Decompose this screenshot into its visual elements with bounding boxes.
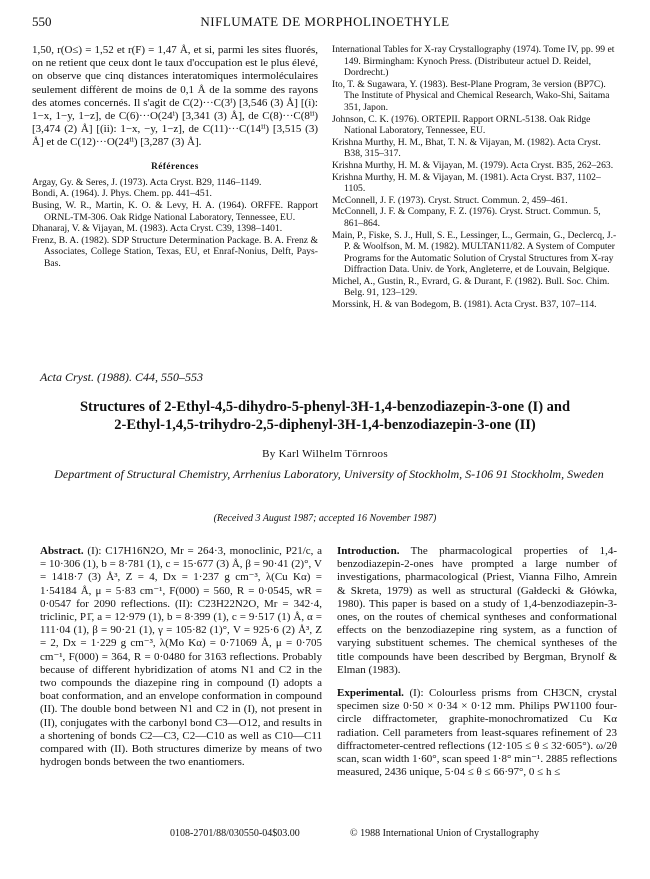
reference-item: Ito, T. & Sugawara, Y. (1983). Best-Plane Program, 3e version (BP7C). The Institute of Physical and Chemical Research, Wako-Shi, Saitama 351, Japon. (332, 78, 610, 113)
title-line-2: 2-Ethyl-1,4,5-trihydro-2,5-diphenyl-3H-1,4-benzodiazepin-3-one (II) (114, 417, 536, 433)
journal-reference: Acta Cryst. (1988). C44, 550–553 (40, 370, 203, 384)
experimental-text: (I): Colourless prisms from CH3CN, crystal specimen size 0·50 × 0·34 × 0·12 mm. Philips PW1100 four-circle diffractometer, graphite-monochromatized Cu Kα radiation. Cell parameters from least-squares refinement of 23 diffractometer-centred reflections (12·105 ≤ θ ≤ 32·605°). ω/2θ scan, scan width 1·60°, scan speed 1·8° min⁻¹. 2885 reflections measured, 2436 unique, 5·04 ≤ θ ≤ 66·97°, 0 ≤ h ≤ (337, 687, 618, 779)
title-line-1: Structures of 2-Ethyl-4,5-dihydro-5-phenyl-3H-1,4-benzodiazepin-3-one (I) and (79, 399, 571, 415)
page-header (32, 14, 618, 30)
references-list-right (332, 44, 618, 311)
reference-item: Frenz, B. A. (1982). SDP Structure Determination Package. B. A. Frenz & Associates, College Station, Texas, EU, et Enraf-Nonius, Delft, Pays-Bas. (32, 234, 318, 269)
introduction (337, 545, 617, 677)
reference-item: Bondi, A. (1964). J. Phys. Chem. pp. 441–451. (32, 188, 212, 200)
intro-label: Introduction. (337, 545, 400, 557)
references-heading: Références (151, 160, 199, 171)
reference-item: International Tables for X-ray Crystallography (1974). Tome IV, pp. 99 et 149. Birmingham: Kynoch Press. (Distributeur actuel D. Reidel, Dordrecht.) (332, 44, 615, 79)
reference-item: Krishna Murthy, H. M., Bhat, T. N. & Vijayan, M. (1982). Acta Cryst. B38, 315–317. (332, 136, 601, 160)
abstract-text: (I): C17H16N2O, Mr = 264·3, monoclinic, P21/c, a = 10·306 (1), b = 8·781 (1), c = 15·677 (3) Å, β = 90·41 (2)°, V = 1418·7 (3) Å³, Z = 4, Dx = 1·237 g cm⁻³, λ(Cu Kα) = 1·54184 Å, μ = 5·83 cm⁻¹, F(000) = 560, R = 0·0545, wR = 0·0547 for 2090 reflections. (II): C23H22N2O, Mr = 342·4, triclinic, P1̄, a = 12·979 (1), b = 8·399 (1), c = 9·517 (1) Å, α = 111·04 (1), β = 90·21 (1), γ = 105·82 (1)°, V = 925·6 (2) Å³, Z = 2, Dx = 1·229 g cm⁻³, λ(Mo Kα) = 0·71069 Å, μ = 0·705 cm⁻¹, F(000) = 364, R = 0·0480 for 3163 reflections. Probably because of different hybridization of atoms N1 and C2 in the two compounds the diazepine ring in compound (I) adopts a boat conformation, and an envelope conformation in compound (II). The double bond between N1 and C2 in (I), not present in (II), conjugates with the carbonyl bond C3—O12, and results in a shortening of bonds C2—C3, C2—C10 as well as C10—C11 compared with (II). Both structures dimerize by means of two hydrogen bonds between the two enantiomers. (40, 545, 323, 769)
page-number: 550 (32, 14, 52, 29)
received-dates: (Received 3 August 1987; accepted 16 November 1987) (213, 513, 437, 524)
reference-item: Busing, W. R., Martin, K. O. & Levy, H. A. (1964). ORFFE. Rapport ORNL-TM-306. Oak Ridge National Laboratory, Tennessee, EU. (32, 200, 318, 223)
issn-code: 0108-2701/88/030550-04$03.00 (170, 828, 300, 839)
running-title: NIFLUMATE DE MORPHOLINOETHYLE (200, 14, 450, 29)
reference-item: Main, P., Fiske, S. J., Hull, S. E., Lessinger, L., Germain, G., Declercq, J.-P. & Woolfson, M. M. (1982). MULTAN11/82. A System of Computer Programs for the Automatic Solution of Crystal Structures from X-ray Diffraction Data. Univ. de York, Angleterre, et de Louvain, Belgique. (332, 229, 617, 276)
article-title (0, 398, 650, 434)
abstract (40, 545, 322, 769)
reference-item: Krishna Murthy, H. M. & Vijayan, M. (1981). Acta Cryst. B37, 1102–1105. (332, 171, 601, 195)
references-list-left (32, 177, 318, 270)
reference-item: Dhanaraj, V. & Vijayan, M. (1983). Acta Cryst. C39, 1398–1401. (32, 223, 283, 235)
reference-item: McConnell, J. F. (1973). Cryst. Struct. Commun. 2, 459–461. (332, 194, 568, 206)
abstract-column (40, 545, 322, 769)
reference-item: McConnell, J. F. & Company, F. Z. (1976). Cryst. Struct. Commun. 5, 861–864. (332, 206, 601, 229)
author-line: By Karl Wilhelm Törnroos (262, 448, 388, 460)
reference-item: Krishna Murthy, H. M. & Vijayan, M. (1979). Acta Cryst. B35, 262–263. (332, 159, 614, 171)
reference-item: Michel, A., Gustin, R., Evrard, G. & Durant, F. (1982). Bull. Soc. Chim. Belg. 91, 123–129. (332, 275, 610, 299)
abstract-label: Abstract. (40, 545, 84, 557)
affiliation: Department of Structural Chemistry, Arrhenius Laboratory, University of Stockholm, S-106 91 Stockholm, Sweden (54, 467, 604, 481)
experimental (337, 687, 617, 779)
reference-item: Johnson, C. K. (1976). ORTEPII. Rapport ORNL-5138. Oak Ridge National Laboratory, Tennessee, EU. (332, 113, 591, 137)
prev-article-left-column (32, 44, 318, 270)
prev-article-text: 1,50, r(O≤) = 1,52 et r(F) = 1,47 Å, et si, parmi les sites fluorés, on ne retient que ceux dont le taux d'occupation est le plus élevé, on observe que cinq distances interatomiques intermoléculaires seulement diffèrent de moins de 0,1 Å de la somme des rayons des atomes concernés. Il s'agit de C(2)···C(3ⁱ) [3,546 (3) Å] [(i): 1−x, 1−y, 1−z], de C(6)···O(24ⁱ) [3,341 (3) Å], de C(8)···C(8ⁱⁱ) [3,474 (2) Å] [(ii): 1−x, −y, 1−z], de C(11)···C(14ⁱⁱ) [3,515 (3) Å] et de C(12)···O(24ⁱⁱ) [3,287 (3) Å]. (32, 44, 318, 149)
intro-text: The pharmacological properties of 1,4-benzodiazepin-2-ones have prompted a large number of investigations, pharmacological (Priest, Vianna Filho, Amrein & Skreta, 1979) as well as structural (Gałdecki & Główka, 1980). This paper is based on a study of 1,4-benzodiazepin-3-ones, on the routes of chemical syntheses and conformational effects on the benzodiazepine ring system, as a function of varying substituent schemes. The chemical syntheses of the title compounds have been described by Bergman, Brynolf & Elman (1983). (337, 545, 617, 676)
reference-item: Argay, Gy. & Seres, J. (1973). Acta Cryst. B29, 1146–1149. (32, 176, 262, 188)
intro-column (337, 545, 617, 779)
reference-item: Morssink, H. & van Bodegom, B. (1981). Acta Cryst. B37, 107–114. (332, 299, 597, 311)
copyright-notice: © 1988 International Union of Crystallography (350, 828, 539, 839)
experimental-label: Experimental. (337, 687, 404, 700)
